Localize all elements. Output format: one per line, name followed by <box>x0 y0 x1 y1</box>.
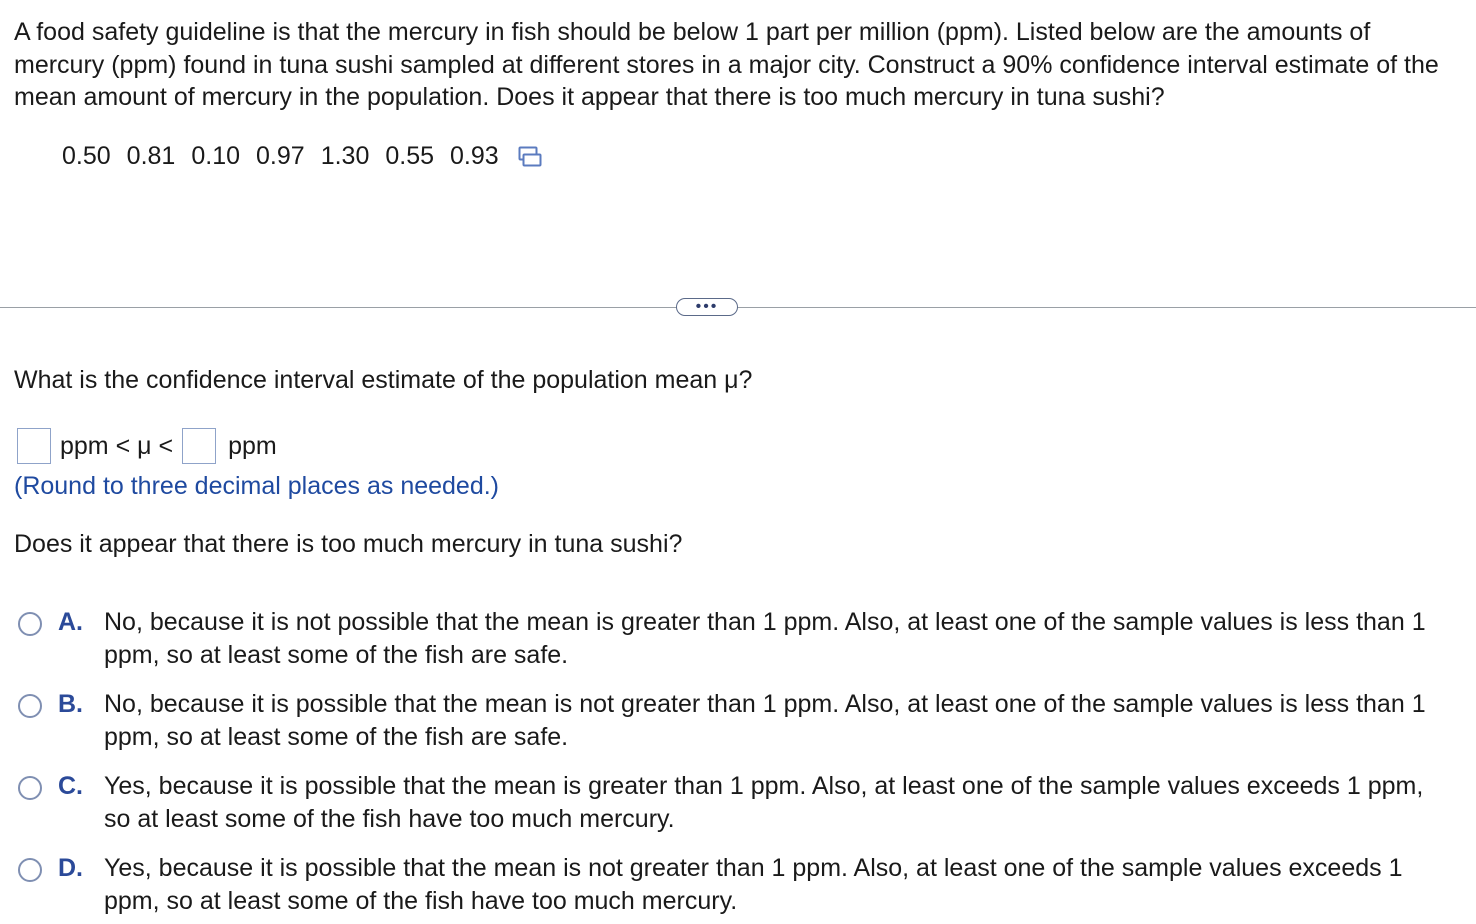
data-value: 0.50 <box>62 142 111 170</box>
data-value: 1.30 <box>320 142 370 170</box>
data-value: 0.10 <box>191 142 241 170</box>
upper-bound-input[interactable] <box>182 428 216 464</box>
ci-unit-text: ppm <box>228 432 277 460</box>
mercury-question: Does it appear that there is too much mercury in tuna sushi? <box>14 530 683 558</box>
ci-question: What is the confidence interval estimate of the population mean μ? <box>14 366 753 394</box>
option-text: Yes, because it is possible that the mean is not greater than 1 ppm. Also, at least one of the sample values exceeds 1 ppm, so at least some of the fish have too much mercury. <box>104 854 1403 915</box>
radio-button[interactable] <box>18 612 42 636</box>
option-letter: B. <box>58 690 83 718</box>
radio-button[interactable] <box>18 858 42 882</box>
option-letter: D. <box>58 854 83 882</box>
lower-bound-input[interactable] <box>17 428 51 464</box>
expand-more-button[interactable]: ••• <box>676 298 738 316</box>
rounding-note: (Round to three decimal places as needed.) <box>14 472 500 500</box>
option-b[interactable] <box>18 688 1458 754</box>
ci-middle-text: ppm < μ < <box>60 432 174 460</box>
section-divider <box>0 307 1476 308</box>
option-text: Yes, because it is possible that the mean is greater than 1 ppm. Also, at least one of the sample values exceeds 1 ppm, so at least some of the fish have too much mercury. <box>104 772 1424 833</box>
option-d[interactable] <box>18 852 1458 918</box>
question-text: A food safety guideline is that the mercury in fish should be below 1 part per million (ppm). Listed below are the amounts of mercury (ppm) found in tuna sushi sampled at different stores in a major city. Construct a 90% confidence interval estimate of the mean amount of mercury in the population. Does it appear that there is too much mercury in tuna sushi? <box>14 18 1439 111</box>
ci-answer-row <box>17 428 277 464</box>
option-text: No, because it is possible that the mean is not greater than 1 ppm. Also, at least one of the sample values is less than 1 ppm, so at least some of the fish are safe. <box>104 690 1426 751</box>
option-letter: A. <box>58 608 83 636</box>
option-a[interactable] <box>18 606 1458 672</box>
data-value: 0.97 <box>256 142 305 170</box>
option-text: No, because it is not possible that the mean is greater than 1 ppm. Also, at least one of the sample values is less than 1 ppm, so at least some of the fish are safe. <box>104 608 1426 669</box>
radio-button[interactable] <box>18 694 42 718</box>
option-c[interactable] <box>18 770 1458 836</box>
copy-data-icon[interactable] <box>517 143 543 169</box>
data-value: 0.55 <box>385 142 435 170</box>
data-value: 0.93 <box>450 142 499 170</box>
radio-button[interactable] <box>18 776 42 800</box>
data-value: 0.81 <box>126 142 176 170</box>
data-values-row <box>62 140 543 172</box>
option-letter: C. <box>58 772 83 800</box>
